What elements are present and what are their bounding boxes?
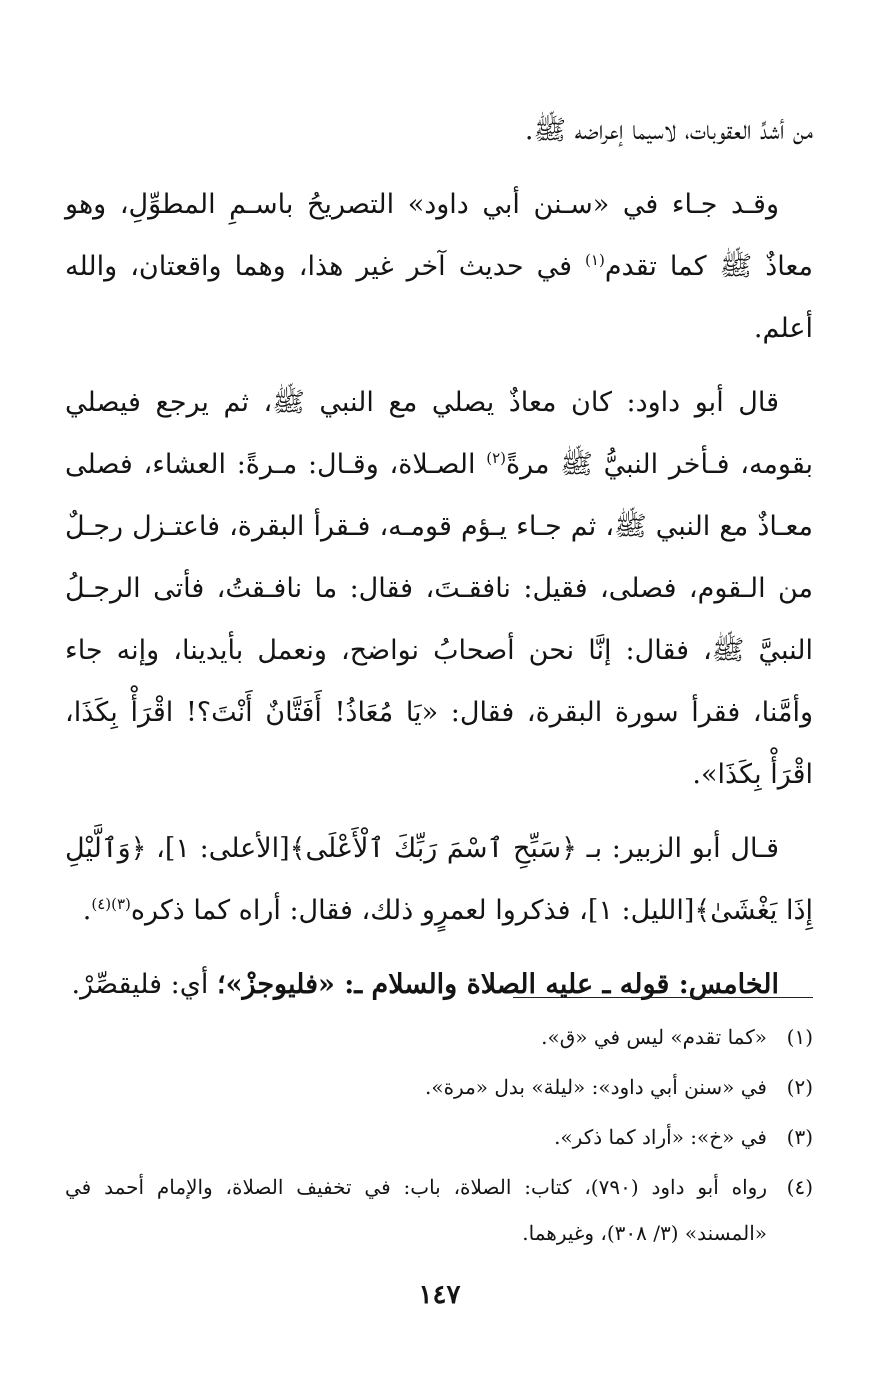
paragraph-3-text-b: الصـلاة، وقـال: مـرةً: العشاء، فصلى معـاذٌ مع النبي ﷺ، ثم جـاء يـؤم قومـه، فـقرأ البقرة، فاعتـزل رجـلٌ من الـقوم، فصلى، فقيل: نافقـتَ، فقال: ما نافـقتُ، فأتى الرجـلُ النبيَّ ﷺ، فقال: إنَّا نحن أصحابُ نواضح، ونعمل بأيدينا، وإنه جاء وأمَّنا، فقرأ سورة البقرة، فقال: «يَا مُعَاذُ! أَفَتَّانٌ أَنْتَ؟! اقْرَأْ بِكَذَا، اقْرَأْ بِكَذَا». — [65, 449, 813, 790]
paragraph-5-text: أي: فليقصِّرْ. — [71, 969, 217, 1000]
footnote-ref-3-4[interactable]: (٣)(٤) — [91, 895, 131, 913]
paragraph-2-text-b: في حديث آخر غير هذا، وهما واقعتان، والله أعلم. — [65, 251, 813, 344]
footnote-item — [65, 1164, 813, 1256]
paragraph-1-text: من أشدِّ العقوبات، لاسيما إعراضه ﷺ. — [524, 115, 813, 146]
main-text — [65, 100, 813, 1028]
footnote-number: (٣) — [786, 1125, 813, 1149]
footnote-number: (٢) — [786, 1075, 813, 1099]
paragraph-5-heading: الخامس: قوله ـ عليه الصلاة والسلام ـ: «فليوجزْ»؛ — [217, 969, 779, 1000]
paragraph-1 — [65, 100, 813, 162]
footnote-text: في «سنن أبي داود»: «ليلة» بدل «مرة». — [424, 1075, 767, 1099]
paragraph-5 — [65, 954, 813, 1016]
footnote-text: في «خ»: «أراد كما ذكر». — [554, 1125, 767, 1149]
footnote-text: رواه أبو داود (٧٩٠)، كتاب: الصلاة، باب: في تخفيف الصلاة، والإمام أحمد في «المسند» (٣/ ٣٠٨)، وغيرهما. — [65, 1175, 767, 1245]
footnote-number: (٤) — [786, 1175, 813, 1199]
footnote-item — [65, 1114, 813, 1160]
paragraph-3-text-a: قال أبو داود: كان معاذٌ يصلي مع النبي ﷺ، ثم يرجع فيصلي بقومه، فـأخر النبيُّ ﷺ مرةً — [65, 387, 813, 480]
paragraph-4-text-a: قـال أبو الزبير: بـ ﴿سَبِّحِ ٱسْمَ رَبِّكَ ٱلْأَعْلَى﴾[الأعلى: ١]، ﴿وَٱلَّيْلِ إِذَا يَغْشَىٰ﴾[الليل: ١]، فذكروا لعمرٍو ذلك، فقال: أراه كما ذكره — [65, 833, 813, 926]
footnote-item — [65, 1064, 813, 1110]
footnote-number: (١) — [786, 1025, 813, 1049]
paragraph-3 — [65, 372, 813, 806]
paragraph-2 — [65, 174, 813, 360]
paragraph-4 — [65, 818, 813, 942]
footnote-ref-1[interactable]: (١) — [585, 251, 605, 269]
footnote-divider — [513, 997, 813, 998]
footnote-ref-2[interactable]: (٢) — [486, 449, 507, 467]
footnote-item — [65, 1014, 813, 1060]
paragraph-2-text-a: وقـد جـاء في «سـنن أبي داود» التصريحُ باسـمِ المطوِّلِ، وهو معاذٌ ﷺ كما تقدم — [65, 189, 813, 282]
footnote-text: «كما تقدم» ليس في «ق». — [541, 1025, 767, 1049]
paragraph-4-text-b: . — [82, 895, 92, 926]
page-number: ١٤٧ — [418, 1280, 461, 1310]
footnotes — [65, 1014, 813, 1260]
